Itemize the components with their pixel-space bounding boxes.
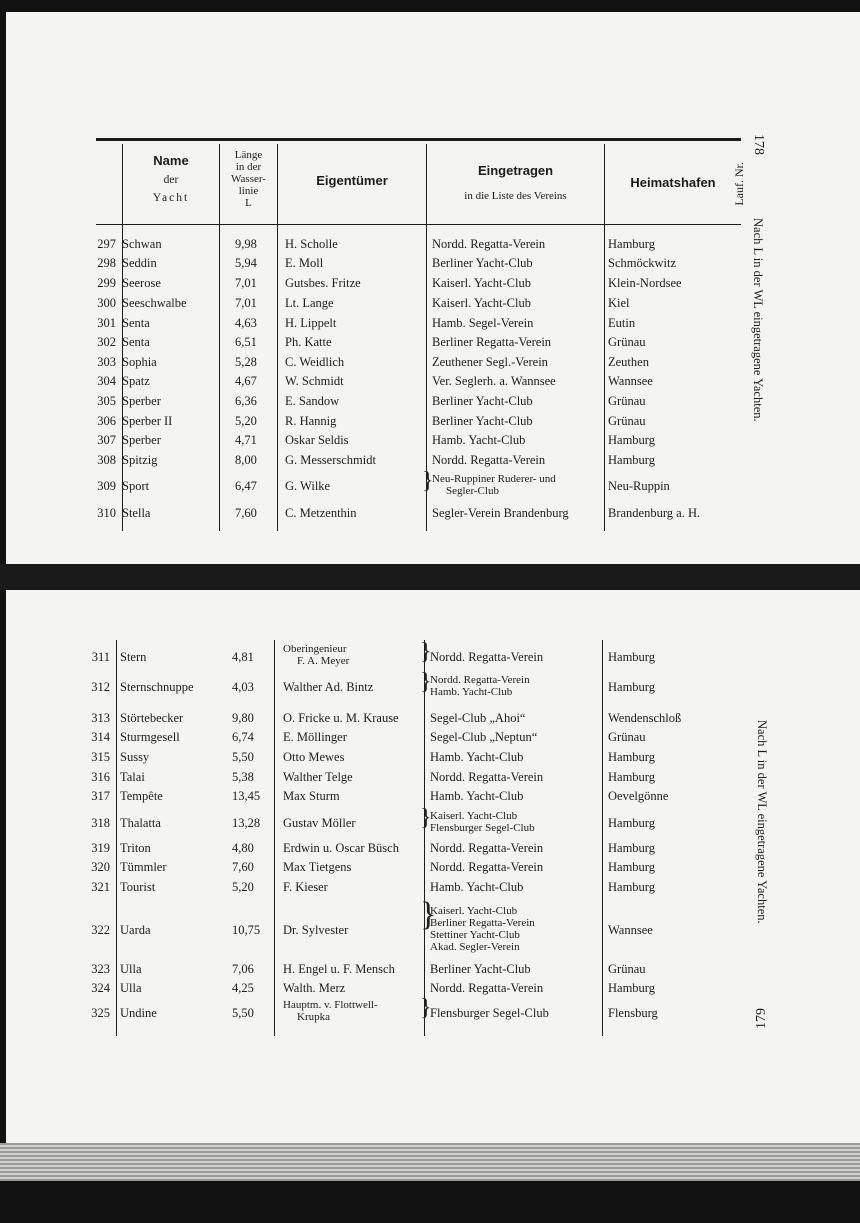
owner-name: F. Kieser <box>283 880 328 894</box>
club-name: Berliner Yacht-Club <box>432 256 533 270</box>
yacht-name: Sturmgesell <box>120 730 180 744</box>
row-number: 315 <box>91 750 110 764</box>
waterline-length: 5,20 <box>235 414 257 428</box>
header-length-line: Wasser- <box>231 173 266 185</box>
home-port: Flensburg <box>608 1006 658 1020</box>
owner-name: E. Sandow <box>285 394 340 408</box>
club-name: Kaiserl. Yacht-Club <box>432 296 531 310</box>
header-name-line: der <box>163 174 179 186</box>
header-registered-sub: in die Liste des Vereins <box>464 190 567 202</box>
yacht-name: Sternschnuppe <box>120 680 194 694</box>
home-port: Hamburg <box>608 680 655 694</box>
yacht-name: Tempête <box>120 789 163 803</box>
row-number: 312 <box>91 680 110 694</box>
yacht-name: Thalatta <box>120 816 161 830</box>
club-name: Berliner Regatta-Verein <box>432 335 552 349</box>
waterline-length: 7,01 <box>235 276 257 290</box>
club-name: Akad. Segler-Verein <box>430 941 520 953</box>
page-178 <box>6 12 860 584</box>
owner-name: Otto Mewes <box>283 750 345 764</box>
owner-name: Oskar Seldis <box>285 433 349 447</box>
club-name: Hamb. Yacht-Club <box>430 789 524 803</box>
waterline-length: 4,67 <box>235 374 257 388</box>
waterline-length: 13,45 <box>232 789 261 803</box>
waterline-length: 4,71 <box>235 433 257 447</box>
owner-name: C. Metzenthin <box>285 506 357 520</box>
yacht-name: Tourist <box>120 880 156 894</box>
club-name: Berliner Yacht-Club <box>430 962 531 976</box>
waterline-length: 7,60 <box>235 506 257 520</box>
row-number: 314 <box>91 730 110 744</box>
owner-name: Oberingenieur <box>283 643 347 655</box>
club-name: Hamb. Yacht-Club <box>432 433 526 447</box>
club-name: Zeuthener Segl.-Verein <box>432 355 548 369</box>
waterline-length: 9,80 <box>232 711 254 725</box>
home-port: Brandenburg a. H. <box>608 506 701 520</box>
row-number: 303 <box>97 355 116 369</box>
club-name: Hamb. Yacht-Club <box>430 880 524 894</box>
owner-name: W. Schmidt <box>285 374 344 388</box>
home-port: Neu-Ruppin <box>608 479 670 493</box>
home-port: Hamburg <box>608 453 655 467</box>
row-number: 318 <box>91 816 110 830</box>
home-port: Grünau <box>608 962 646 976</box>
club-name: Hamb. Yacht-Club <box>430 750 524 764</box>
row-number: 321 <box>91 880 110 894</box>
home-port: Hamburg <box>608 880 655 894</box>
owner-name: C. Weidlich <box>285 355 345 369</box>
waterline-length: 4,03 <box>232 680 254 694</box>
owner-name: G. Wilke <box>285 479 331 493</box>
row-number: 310 <box>97 506 116 520</box>
row-number: 297 <box>97 237 116 251</box>
club-name: Ver. Seglerh. a. Wannsee <box>432 374 556 388</box>
home-port: Hamburg <box>608 650 655 664</box>
home-port: Grünau <box>608 335 646 349</box>
club-name: Berliner Regatta-Verein <box>430 917 535 929</box>
owner-name: O. Fricke u. M. Krause <box>283 711 399 725</box>
yacht-name: Undine <box>120 1006 157 1020</box>
col-divider <box>604 144 605 531</box>
home-port: Hamburg <box>608 237 655 251</box>
yacht-name: Senta <box>122 316 150 330</box>
yacht-name: Stern <box>120 650 147 664</box>
club-name: Hamb. Yacht-Club <box>430 686 513 698</box>
yacht-name: Schwan <box>122 237 162 251</box>
page-179 <box>6 590 860 1165</box>
yacht-name: Sperber <box>122 394 161 408</box>
header-length-line: linie <box>238 185 259 197</box>
home-port: Hamburg <box>608 841 655 855</box>
yacht-name: Sperber <box>122 433 161 447</box>
row-number: 298 <box>97 256 116 270</box>
owner-name: Walther Ad. Bintz <box>283 680 374 694</box>
page-number: 179 <box>754 1008 769 1029</box>
brace-icon: } <box>420 669 432 695</box>
brace-icon: } <box>420 995 432 1021</box>
owner-name: Gustav Möller <box>283 816 356 830</box>
page-edges <box>0 1143 860 1181</box>
brace-icon: } <box>422 468 434 494</box>
home-port: Wannsee <box>608 374 653 388</box>
waterline-length: 5,20 <box>232 880 254 894</box>
header-owner: Eigentümer <box>316 173 388 188</box>
yacht-name: Uarda <box>120 923 151 937</box>
owner-name: Gutsbes. Fritze <box>285 276 361 290</box>
club-name: Berliner Yacht-Club <box>432 394 533 408</box>
home-port: Zeuthen <box>608 355 649 369</box>
yacht-name: Triton <box>120 841 151 855</box>
club-name: Segler-Club <box>446 485 499 497</box>
header-registered: Eingetragen <box>477 163 554 178</box>
header-lauf-nr: Lauf. Nr. <box>732 162 746 206</box>
yacht-name: Störtebecker <box>120 711 184 725</box>
header-length-line: L <box>245 197 252 209</box>
owner-name: H. Engel u. F. Mensch <box>283 962 395 976</box>
running-side-title: Nach L in der WL eingetragene Yachten. <box>755 720 769 924</box>
row-number: 308 <box>97 453 116 467</box>
club-name: Segel-Club „Neptun“ <box>430 730 538 744</box>
table-top-rule <box>96 138 741 141</box>
club-name: Segler-Verein Brandenburg <box>432 506 569 520</box>
waterline-length: 10,75 <box>232 923 261 937</box>
home-port: Grünau <box>608 414 646 428</box>
owner-name: Dr. Sylvester <box>283 923 349 937</box>
yacht-name: Talai <box>120 770 145 784</box>
owner-name: E. Moll <box>285 256 324 270</box>
yacht-name: Spitzig <box>122 453 158 467</box>
waterline-length: 13,28 <box>232 816 261 830</box>
owner-name: Walther Telge <box>283 770 353 784</box>
header-homeport: Heimatshafen <box>630 175 716 190</box>
header-bottom-rule <box>96 224 741 225</box>
yacht-name: Tümmler <box>120 860 167 874</box>
club-name: Nordd. Regatta-Verein <box>432 453 546 467</box>
yacht-name: Ulla <box>120 981 142 995</box>
row-number: 322 <box>91 923 110 937</box>
home-port: Hamburg <box>608 433 655 447</box>
home-port: Hamburg <box>608 816 655 830</box>
owner-name: E. Möllinger <box>283 730 347 744</box>
header-length-line: Länge <box>234 149 263 161</box>
row-number: 300 <box>97 296 116 310</box>
club-name: Nordd. Regatta-Verein <box>430 981 544 995</box>
waterline-length: 4,63 <box>235 316 257 330</box>
row-number: 324 <box>91 981 110 995</box>
home-port: Klein-Nordsee <box>608 276 682 290</box>
row-number: 316 <box>91 770 110 784</box>
club-name: Nordd. Regatta-Verein <box>430 650 544 664</box>
waterline-length: 4,80 <box>232 841 254 855</box>
row-number: 309 <box>97 479 116 493</box>
row-number: 323 <box>91 962 110 976</box>
club-name: Nordd. Regatta-Verein <box>432 237 546 251</box>
yacht-name: Senta <box>122 335 150 349</box>
owner-name: F. A. Meyer <box>297 655 350 667</box>
club-name: Segel-Club „Ahoi“ <box>430 711 526 725</box>
yacht-name: Sport <box>122 479 150 493</box>
col-divider <box>277 144 278 531</box>
waterline-length: 5,94 <box>235 256 257 270</box>
waterline-length: 6,51 <box>235 335 257 349</box>
col-divider <box>274 640 275 1036</box>
waterline-length: 5,50 <box>232 1006 254 1020</box>
home-port: Wannsee <box>608 923 653 937</box>
row-number: 311 <box>91 650 110 664</box>
home-port: Hamburg <box>608 981 655 995</box>
club-name: Berliner Yacht-Club <box>432 414 533 428</box>
waterline-length: 7,60 <box>232 860 254 874</box>
owner-name: H. Scholle <box>285 237 338 251</box>
club-name: Hamb. Segel-Verein <box>432 316 534 330</box>
row-number: 325 <box>91 1006 110 1020</box>
owner-name: Krupka <box>297 1011 330 1023</box>
yacht-name: Seeschwalbe <box>122 296 187 310</box>
owner-name: Max Sturm <box>283 789 340 803</box>
club-name: Kaiserl. Yacht-Club <box>430 810 518 822</box>
club-name: Nordd. Regatta-Verein <box>430 770 544 784</box>
yacht-name: Ulla <box>120 962 142 976</box>
yacht-name: Sussy <box>120 750 150 764</box>
yacht-name: Spatz <box>122 374 150 388</box>
row-number: 299 <box>97 276 116 290</box>
yacht-name: Sperber II <box>122 414 173 428</box>
waterline-length: 6,74 <box>232 730 254 744</box>
home-port: Wendenschloß <box>608 711 682 725</box>
yacht-name: Seddin <box>122 256 157 270</box>
brace-icon: } <box>420 639 432 665</box>
waterline-length: 5,50 <box>232 750 254 764</box>
row-number: 320 <box>91 860 110 874</box>
club-name: Nordd. Regatta-Verein <box>430 841 544 855</box>
header-name: Name <box>153 153 189 168</box>
col-divider <box>602 640 603 1036</box>
row-number: 304 <box>97 374 116 388</box>
waterline-length: 4,81 <box>232 650 254 664</box>
home-port: Schmöckwitz <box>608 256 677 270</box>
club-name: Flensburger Segel-Club <box>430 822 535 834</box>
club-name: Kaiserl. Yacht-Club <box>430 905 518 917</box>
col-divider <box>424 640 425 1036</box>
page-number: 178 <box>751 134 766 155</box>
row-number: 302 <box>97 335 116 349</box>
club-name: Nordd. Regatta-Verein <box>430 674 530 686</box>
club-name: Kaiserl. Yacht-Club <box>432 276 531 290</box>
row-number: 306 <box>97 414 116 428</box>
row-number: 307 <box>97 433 116 447</box>
row-number: 301 <box>97 316 116 330</box>
home-port: Hamburg <box>608 750 655 764</box>
home-port: Kiel <box>608 296 630 310</box>
home-port: Eutin <box>608 316 636 330</box>
waterline-length: 7,01 <box>235 296 257 310</box>
waterline-length: 5,28 <box>235 355 257 369</box>
col-divider <box>116 640 117 1036</box>
row-number: 313 <box>91 711 110 725</box>
waterline-length: 9,98 <box>235 237 257 251</box>
yacht-name: Seerose <box>122 276 161 290</box>
home-port: Hamburg <box>608 860 655 874</box>
home-port: Oevelgönne <box>608 789 669 803</box>
waterline-length: 6,47 <box>235 479 257 493</box>
owner-name: Max Tietgens <box>283 860 352 874</box>
home-port: Grünau <box>608 730 646 744</box>
waterline-length: 7,06 <box>232 962 254 976</box>
header-length-line: in der <box>235 161 262 173</box>
club-name: Nordd. Regatta-Verein <box>430 860 544 874</box>
owner-name: R. Hannig <box>285 414 337 428</box>
club-name: Stettiner Yacht-Club <box>430 929 520 941</box>
owner-name: H. Lippelt <box>285 316 337 330</box>
waterline-length: 4,25 <box>232 981 254 995</box>
owner-name: G. Messerschmidt <box>285 453 376 467</box>
waterline-length: 6,36 <box>235 394 257 408</box>
owner-name: Ph. Katte <box>285 335 332 349</box>
brace-icon: } <box>420 805 432 831</box>
owner-name: Walth. Merz <box>283 981 346 995</box>
yacht-name: Stella <box>122 506 151 520</box>
yacht-name: Sophia <box>122 355 157 369</box>
waterline-length: 8,00 <box>235 453 257 467</box>
home-port: Grünau <box>608 394 646 408</box>
owner-name: Erdwin u. Oscar Büsch <box>283 841 399 855</box>
club-name: Neu-Ruppiner Ruderer- und <box>432 473 556 485</box>
row-number: 317 <box>91 789 110 803</box>
book-gutter <box>0 564 860 590</box>
row-number: 305 <box>97 394 116 408</box>
waterline-length: 5,38 <box>232 770 254 784</box>
club-name: Flensburger Segel-Club <box>430 1006 549 1020</box>
row-number: 319 <box>91 841 110 855</box>
owner-name: Lt. Lange <box>285 296 334 310</box>
running-side-title: Nach L in der WL eingetragene Yachten. <box>751 218 765 422</box>
brace-icon: } <box>420 896 437 933</box>
header-name-line: Yacht <box>152 192 190 204</box>
home-port: Hamburg <box>608 770 655 784</box>
owner-name: Hauptm. v. Flottwell- <box>283 999 378 1011</box>
